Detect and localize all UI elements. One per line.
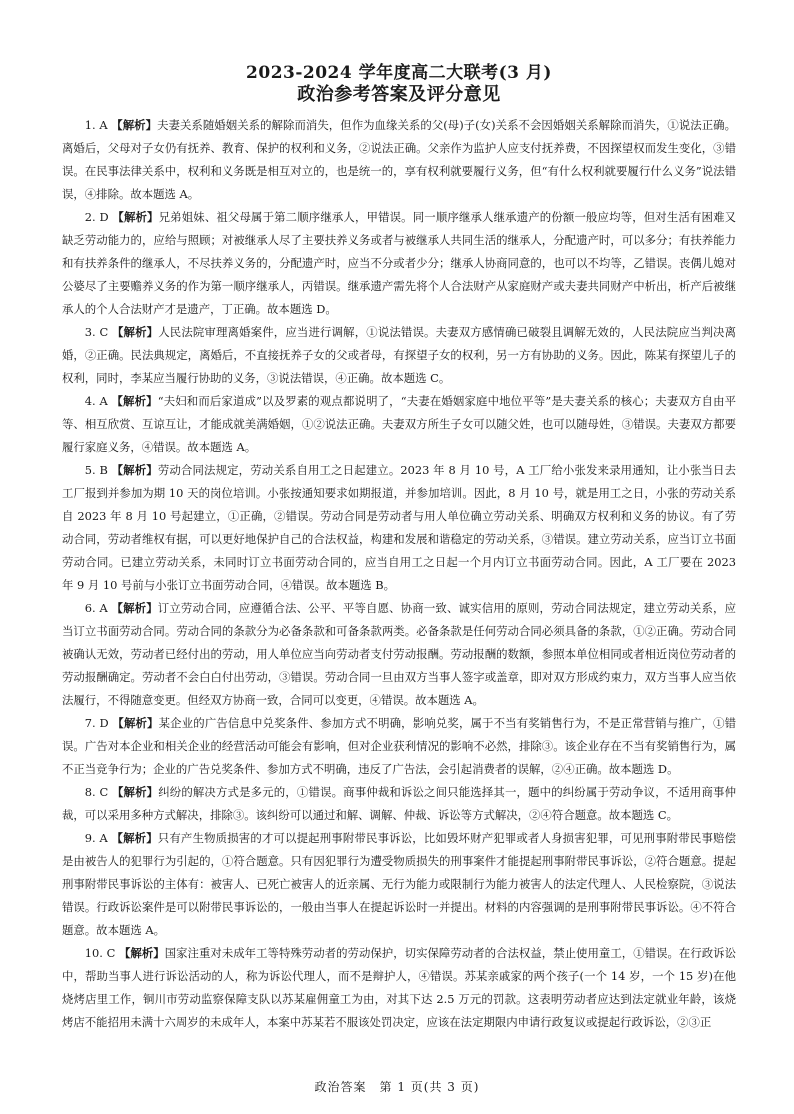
answer-text: 订立劳动合同，应遵循合法、公平、平等自愿、协商一致、诚实信用的原则，劳动合同法规定，建立劳动关系，应当订立书面劳动合同。劳动合同的条款分为必备条款和可备条款两类。必备条款是任何劳动合同必须具备的条款，①②正确。劳动合同被确认无效，劳动者已经付出的劳动，用人单位应当向劳动者支付劳动报酬。劳动报酬的数额，参照本单位相同或者相近岗位劳动者的劳动报酬确定。劳动者不会白白付出劳动，③错误。劳动合同一旦由双方当事人签字或盖章，即对双方形成约束力，双方当事人应当依法履行，不得随意变更。但经双方协商一致，合同可以变更，④错误。故本题选 A。: [62, 601, 737, 707]
answer-item-3: [62, 321, 736, 390]
answer-list: [62, 114, 736, 1034]
answer-text: 人民法院审理离婚案件，应当进行调解，①说法错误。夫妻双方感情确已破裂且调解无效的，人民法院应当判决离婚，②正确。民法典规定，离婚后，不直接抚养子女的父或者母，有探望子女的权利，另一方有协助的义务。因此，陈某有探望儿子的权利，同时，李某应当履行协助的义务，③说法错误，④正确。故本题选 C。: [62, 325, 736, 385]
answer-item-2: [62, 206, 736, 321]
answer-text: 劳动合同法规定，劳动关系自用工之日起建立。2023 年 8 月 10 号，A 工厂给小张发来录用通知，让小张当日去工厂报到并参加为期 10 天的岗位培训。小张按通知要求如期报道，并参加培训。因此，8 月 10 号，就是用工之日，小张的劳动关系自 2023 年 8 月 10 号起建立，①正确，②错误。劳动合同是劳动者与用人单位确立劳动关系、明确双方权利和义务的协议。有了劳动合同，劳动者维权有据，可以更好地保护自己的合法权益，构建和发展和谐稳定的劳动关系，③错误。建立劳动关系，应当订立书面劳动合同。已建立劳动关系，未同时订立书面劳动合同的，应当自用工之日起一个月内订立书面劳动合同。因此，A 工厂要在 2023 年 9 月 10 号前与小张订立书面劳动合同，④错误。故本题选 B。: [62, 463, 737, 592]
analysis-tag: 【解析】: [111, 831, 158, 845]
page-subtitle: 政治参考答案及评分意见: [297, 84, 501, 105]
answer-item-1: [62, 114, 736, 206]
answer-number: 2. D: [84, 210, 109, 224]
answer-item-8: [62, 781, 736, 827]
answer-item-6: [62, 597, 736, 712]
answer-number: 4. A: [84, 394, 108, 408]
analysis-tag: 【解析】: [112, 716, 159, 730]
answer-number: 9. A: [84, 831, 108, 845]
answer-text: 夫妻关系随婚姻关系的解除而消失，但作为血缘关系的父(母)子(女)关系不会因婚姻关系解除而消失，①说法正确。离婚后，父母对子女仍有抚养、教育、保护的权利和义务，②说法正确。父亲作为监护人应支付抚养费，不因探望权而发生变化，③错误。在民事法律关系中，权利和义务既是相互对立的，也是统一的，享有权利就要履行义务，但“有什么权利就要履行什么义务”说法错误，④排除。故本题选 A。: [62, 118, 736, 201]
answer-text: 纠纷的解决方式是多元的，①错误。商事仲裁和诉讼之间只能选择其一，题中的纠纷属于劳动争议，不适用商事仲裁，可以采用多种方式解决，排除③。该纠纷可以通过和解、调解、仲裁、诉讼等方式解决，②④符合题意。故本题选 C。: [62, 785, 736, 822]
answer-text: 只有产生物质损害的才可以提起刑事附带民事诉讼，比如毁坏财产犯罪或者人身损害犯罪，可见刑事附带民事赔偿是由被告人的犯罪行为引起的，①符合题意。只有因犯罪行为遭受物质损失的刑事案件才能提起刑事附带民事诉讼，②符合题意。提起刑事附带民事诉讼的主体有：被害人、已死亡被害人的近亲属、无行为能力或限制行为能力被害人的法定代理人、人民检察院，③说法错误。行政诉讼案件是可以附带民事诉讼的，一般由当事人在提起诉讼时一并提出。材料的内容强调的是刑事附带民事诉讼。④不符合题意。故本题选 A。: [62, 831, 737, 937]
answer-number: 7. D: [84, 716, 109, 730]
answer-text: 国家注重对未成年工等特殊劳动者的劳动保护，切实保障劳动者的合法权益，禁止使用童工，①错误。在行政诉讼中，帮助当事人进行诉讼活动的人，称为诉讼代理人，而不是辩护人，④错误。苏某亲戚家的两个孩子(一个 14 岁，一个 15 岁)在他烧烤店里工作，铜川市劳动监察保障支队以苏某雇佣童工为由，对其下达 2.5 万元的罚款。这表明劳动者应达到法定就业年龄，该烧烤店不能招用未满十六周岁的未成年人，本案中苏某若不服该处罚决定，应该在法定期限内申请行政复议或提起行政诉讼，②③正: [62, 946, 737, 1029]
analysis-tag: 【解析】: [111, 325, 159, 339]
analysis-tag: 【解析】: [112, 210, 159, 224]
analysis-tag: 【解析】: [111, 601, 158, 615]
answer-item-10: [62, 942, 736, 1034]
answer-text: 兄弟姐妹、祖父母属于第二顺序继承人，甲错误。同一顺序继承人继承遗产的份额一般应均等，但对生活有困难又缺乏劳动能力的，应给与照顾；对被继承人尽了主要扶养义务或者与被继承人共同生活的继承人，分配遗产时，可以多分；有扶养能力和有扶养条件的继承人，不尽扶养义务的，分配遗产时，应当不分或者少分；继承人协商同意的，也可以不均等，乙错误。丧偶儿媳对公婆尽了主要赡养义务的作为第一顺序继承人，丙错误。继承遗产需先将个人合法财产从家庭财产或夫妻共同财产中析出，析产后被继承人的个人合法财产才是遗产，丁正确。故本题选 D。: [62, 210, 737, 316]
answer-item-9: [62, 827, 736, 942]
answer-item-4: [62, 390, 736, 459]
answer-item-7: [62, 712, 736, 781]
answer-number: 3. C: [84, 325, 109, 339]
answer-number: 10. C: [84, 946, 116, 960]
answer-number: 5. B: [84, 463, 108, 477]
analysis-tag: 【解析】: [111, 463, 158, 477]
answer-text: 某企业的广告信息中兑奖条件、参加方式不明确，影响兑奖，属于不当有奖销售行为，不是正常营销与推广，①错误。广告对本企业和相关企业的经营活动可能会有影响，但对企业获利情况的影响不必然，排除③。该企业存在不当有奖销售行为，属不正当竞争行为；企业的广告兑奖条件、参加方式不明确，违反了广告法，会引起消费者的误解，②④正确。故本题选 D。: [62, 716, 737, 776]
analysis-tag: 【解析】: [111, 785, 159, 799]
answer-item-5: [62, 459, 736, 597]
answer-text: “夫妇和而后家道成”以及罗素的观点都说明了，“夫妻在婚姻家庭中地位平等”是夫妻关系的核心；夫妻双方自由平等、相互欣赏、互谅互让，才能成就美满婚姻，①②说法正确。夫妻双方所生子女可以随父姓，也可以随母姓，③错误。夫妻双方都要履行家庭义务，④错误。故本题选 A。: [62, 394, 737, 454]
answer-number: 1. A: [84, 118, 108, 132]
analysis-tag: 【解析】: [118, 946, 165, 960]
page-footer: 政治答案 第 1 页(共 3 页): [314, 1080, 480, 1094]
answer-number: 8. C: [84, 785, 109, 799]
analysis-tag: 【解析】: [111, 394, 158, 408]
page-title: 2023-2024 学年度高二大联考(3 月): [246, 63, 552, 83]
analysis-tag: 【解析】: [111, 118, 158, 132]
answer-number: 6. A: [84, 601, 108, 615]
